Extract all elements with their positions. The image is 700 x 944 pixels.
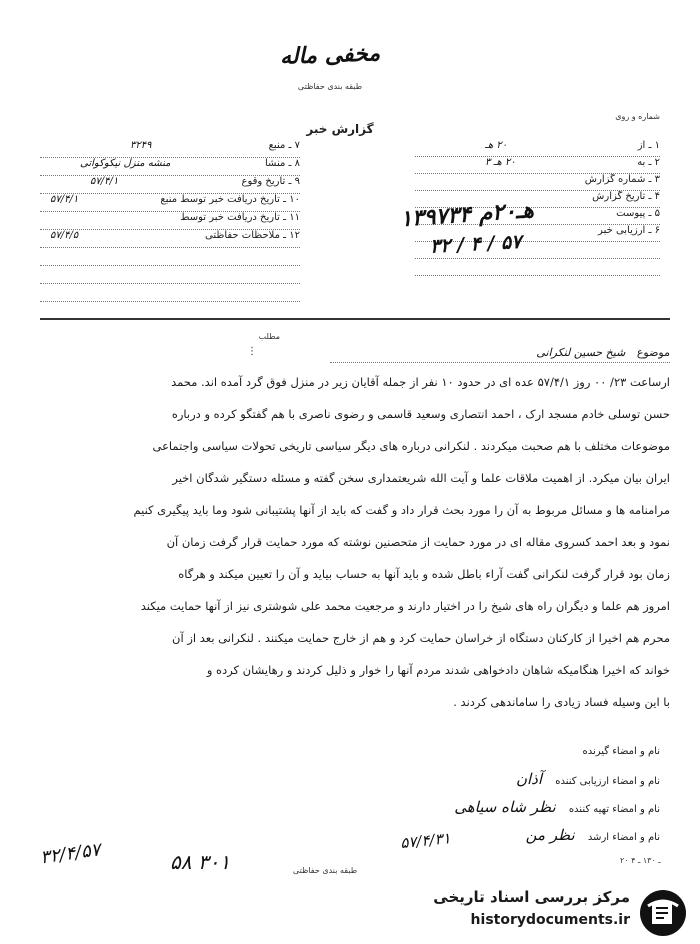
body-line: ایران بیان میکرد. از اهمیت ملاقات علما و آیت الله شریعتمداری سخن گفته و مسئله دستگیر شدگان اخیر — [172, 471, 670, 485]
field-value: ۵۷/۴/۱ — [50, 194, 79, 205]
subject-value: شیخ حسین لنکرانی — [536, 346, 626, 359]
field-label: ۹ ـ تاریخ وقوع — [241, 176, 300, 187]
body-line: موضوعات مختلف با هم صحبت میکردند . لنکرانی درباره های دیگر سیاسی تاریخی تحولات سیاسی واجتماعی — [152, 439, 670, 453]
signature-value: نظر من — [525, 826, 575, 844]
body-line: ارساعت ۲۳/ ۰۰ روز ۵۷/۴/۱ عده ای در حدود ۱۰ نفر از جمله آقایان زیر در منزل فوق گرد آمده اند. محمد — [171, 375, 670, 389]
field-label: ۴ ـ تاریخ گزارش — [592, 191, 660, 202]
body-line: خواند که اخیرا هنگامیکه شاهان دادخواهی شدند مردم آنها را خوار و ذلیل کردند و رهایشان کرده و — [206, 663, 670, 677]
signature-value: نظر شاه سیاهی — [454, 798, 556, 816]
field-source-receipt-date — [40, 194, 300, 212]
body-line: با این وسیله فساد زیادی را ساماندهی کردند . — [453, 695, 670, 709]
classification-small: طبقه بندی حفاظتی — [297, 82, 363, 91]
side-note: مطلب — [258, 332, 280, 341]
field-value: ۵۷/۴/۵ — [50, 230, 79, 241]
field-label: ۱ ـ از — [637, 140, 660, 151]
body-line: محرم هم اخیرا از کارکنان دستگاه از خراسان حمایت کرد و هم از خارج حمایت میکنند . لنکرانی بعد از آن — [172, 631, 670, 645]
field-label: ۵ ـ پیوست — [616, 208, 660, 219]
footer-form-code: ۲۰ ـ ۱۳۰ ـ ۴ — [620, 856, 661, 865]
report-title: گزارش خبر — [306, 122, 374, 136]
signature-row — [330, 742, 660, 770]
field-label: ۱۰ ـ تاریخ دریافت خبر توسط منبع — [160, 194, 300, 205]
subject-underline — [330, 362, 670, 363]
field-report-number — [415, 174, 660, 191]
footer-stamp-small: طبقه بندی حفاظتی — [292, 866, 358, 875]
footer-hand-date-left: ۳۲/۴/۵۷ — [38, 839, 102, 869]
body-line: نمود و بعد احمد کسروی مقاله ای در مورد حمایت از متحصنین نوشته که مورد حمایت قرار گرفت زمان آن — [166, 535, 670, 549]
watermark-title: مرکز بررسی اسناد تاریخی — [433, 888, 630, 906]
left-fields — [40, 140, 300, 302]
subject-label: موضوع — [636, 346, 670, 359]
signature-label: نام و امضاء تهیه کننده — [568, 804, 660, 815]
signature-label: نام و امضاء گیرنده — [582, 746, 660, 757]
blank-line — [415, 259, 660, 276]
body-line: مرامنامه ها و مسائل مربوط به آن را مورد بحث قرار داد و گفت که باید از آنها پشتیبانی شود وما باید پیگیری کنیم — [133, 503, 670, 517]
classification-stamp: مخفی ماله — [279, 40, 381, 70]
field-source — [40, 140, 300, 158]
signature-row — [330, 798, 660, 826]
field-label: ۱۲ ـ ملاحظات حفاظتی — [205, 230, 300, 241]
subject-line — [330, 346, 670, 359]
document-archive-icon — [638, 888, 688, 938]
watermark — [420, 882, 700, 944]
body-line: امروز هم علما و دیگران راه های شیخ را در اختیار دارند و مرجعیت محمد علی شوشتری نیز از آنها حمایت میکند — [140, 599, 670, 613]
body-line: زمان بود قرار گرفت لنکرانی گفت آراء باطل شده و باید آنها به حساب بیاید و آن را تعیین میکند و هرگاه — [178, 567, 670, 581]
field-from — [415, 140, 660, 157]
field-value: منشه منزل نیکوکواتی — [80, 158, 171, 169]
signature-label: نام و امضاء ارشد — [587, 832, 660, 843]
handwritten-report-date: ۳۲ / ۴ / ۵۷ — [429, 230, 522, 258]
field-receipt-date — [40, 212, 300, 230]
field-value: ۳۲۴۹ — [130, 140, 152, 151]
footer-hand-number: ۵۸ ۳۰۱ — [170, 850, 231, 874]
report-body — [30, 375, 670, 709]
side-note-marker: ⋮ — [247, 346, 257, 357]
field-value: ۵۷/۴/۱ — [90, 176, 119, 187]
handwritten-report-number: ۱۳هـ۲۰م ۹۷۳۴ — [399, 196, 535, 233]
blank-line — [40, 248, 300, 266]
field-label: ۱۱ ـ تاریخ دریافت خبر توسط — [180, 212, 300, 223]
signature-label: نام و امضاء ارزیابی کننده — [555, 776, 660, 787]
field-label: ۸ ـ منشأ — [264, 158, 300, 169]
field-to — [415, 157, 660, 174]
footer-hand-date-right: ۵۷/۴/۳۱ — [399, 829, 452, 853]
field-label: ۶ ـ ارزیابی خبر — [598, 225, 660, 236]
signature-row — [330, 770, 660, 798]
field-value: ۲۰ هـ ۳ — [485, 157, 516, 168]
field-label: ۳ ـ شماره گزارش — [584, 174, 660, 185]
field-label: ۷ ـ منبع — [268, 140, 300, 151]
field-security-notes — [40, 230, 300, 248]
top-right-label: شماره و روی — [615, 112, 660, 121]
field-value: ۲۰ هـ — [485, 140, 508, 151]
separator — [40, 318, 670, 320]
signature-value: آذان — [515, 770, 543, 788]
field-occurrence-date — [40, 176, 300, 194]
blank-line — [40, 284, 300, 302]
field-origin — [40, 158, 300, 176]
blank-line — [40, 266, 300, 284]
body-line: حسن توسلی خادم مسجد ارک ، احمد انتصاری وسعید قاسمی و رضوی ناصری با هم گفتگو کرده و درباره — [171, 407, 670, 421]
field-label: ۲ ـ به — [637, 157, 660, 168]
watermark-url: historydocuments.ir — [470, 912, 630, 928]
